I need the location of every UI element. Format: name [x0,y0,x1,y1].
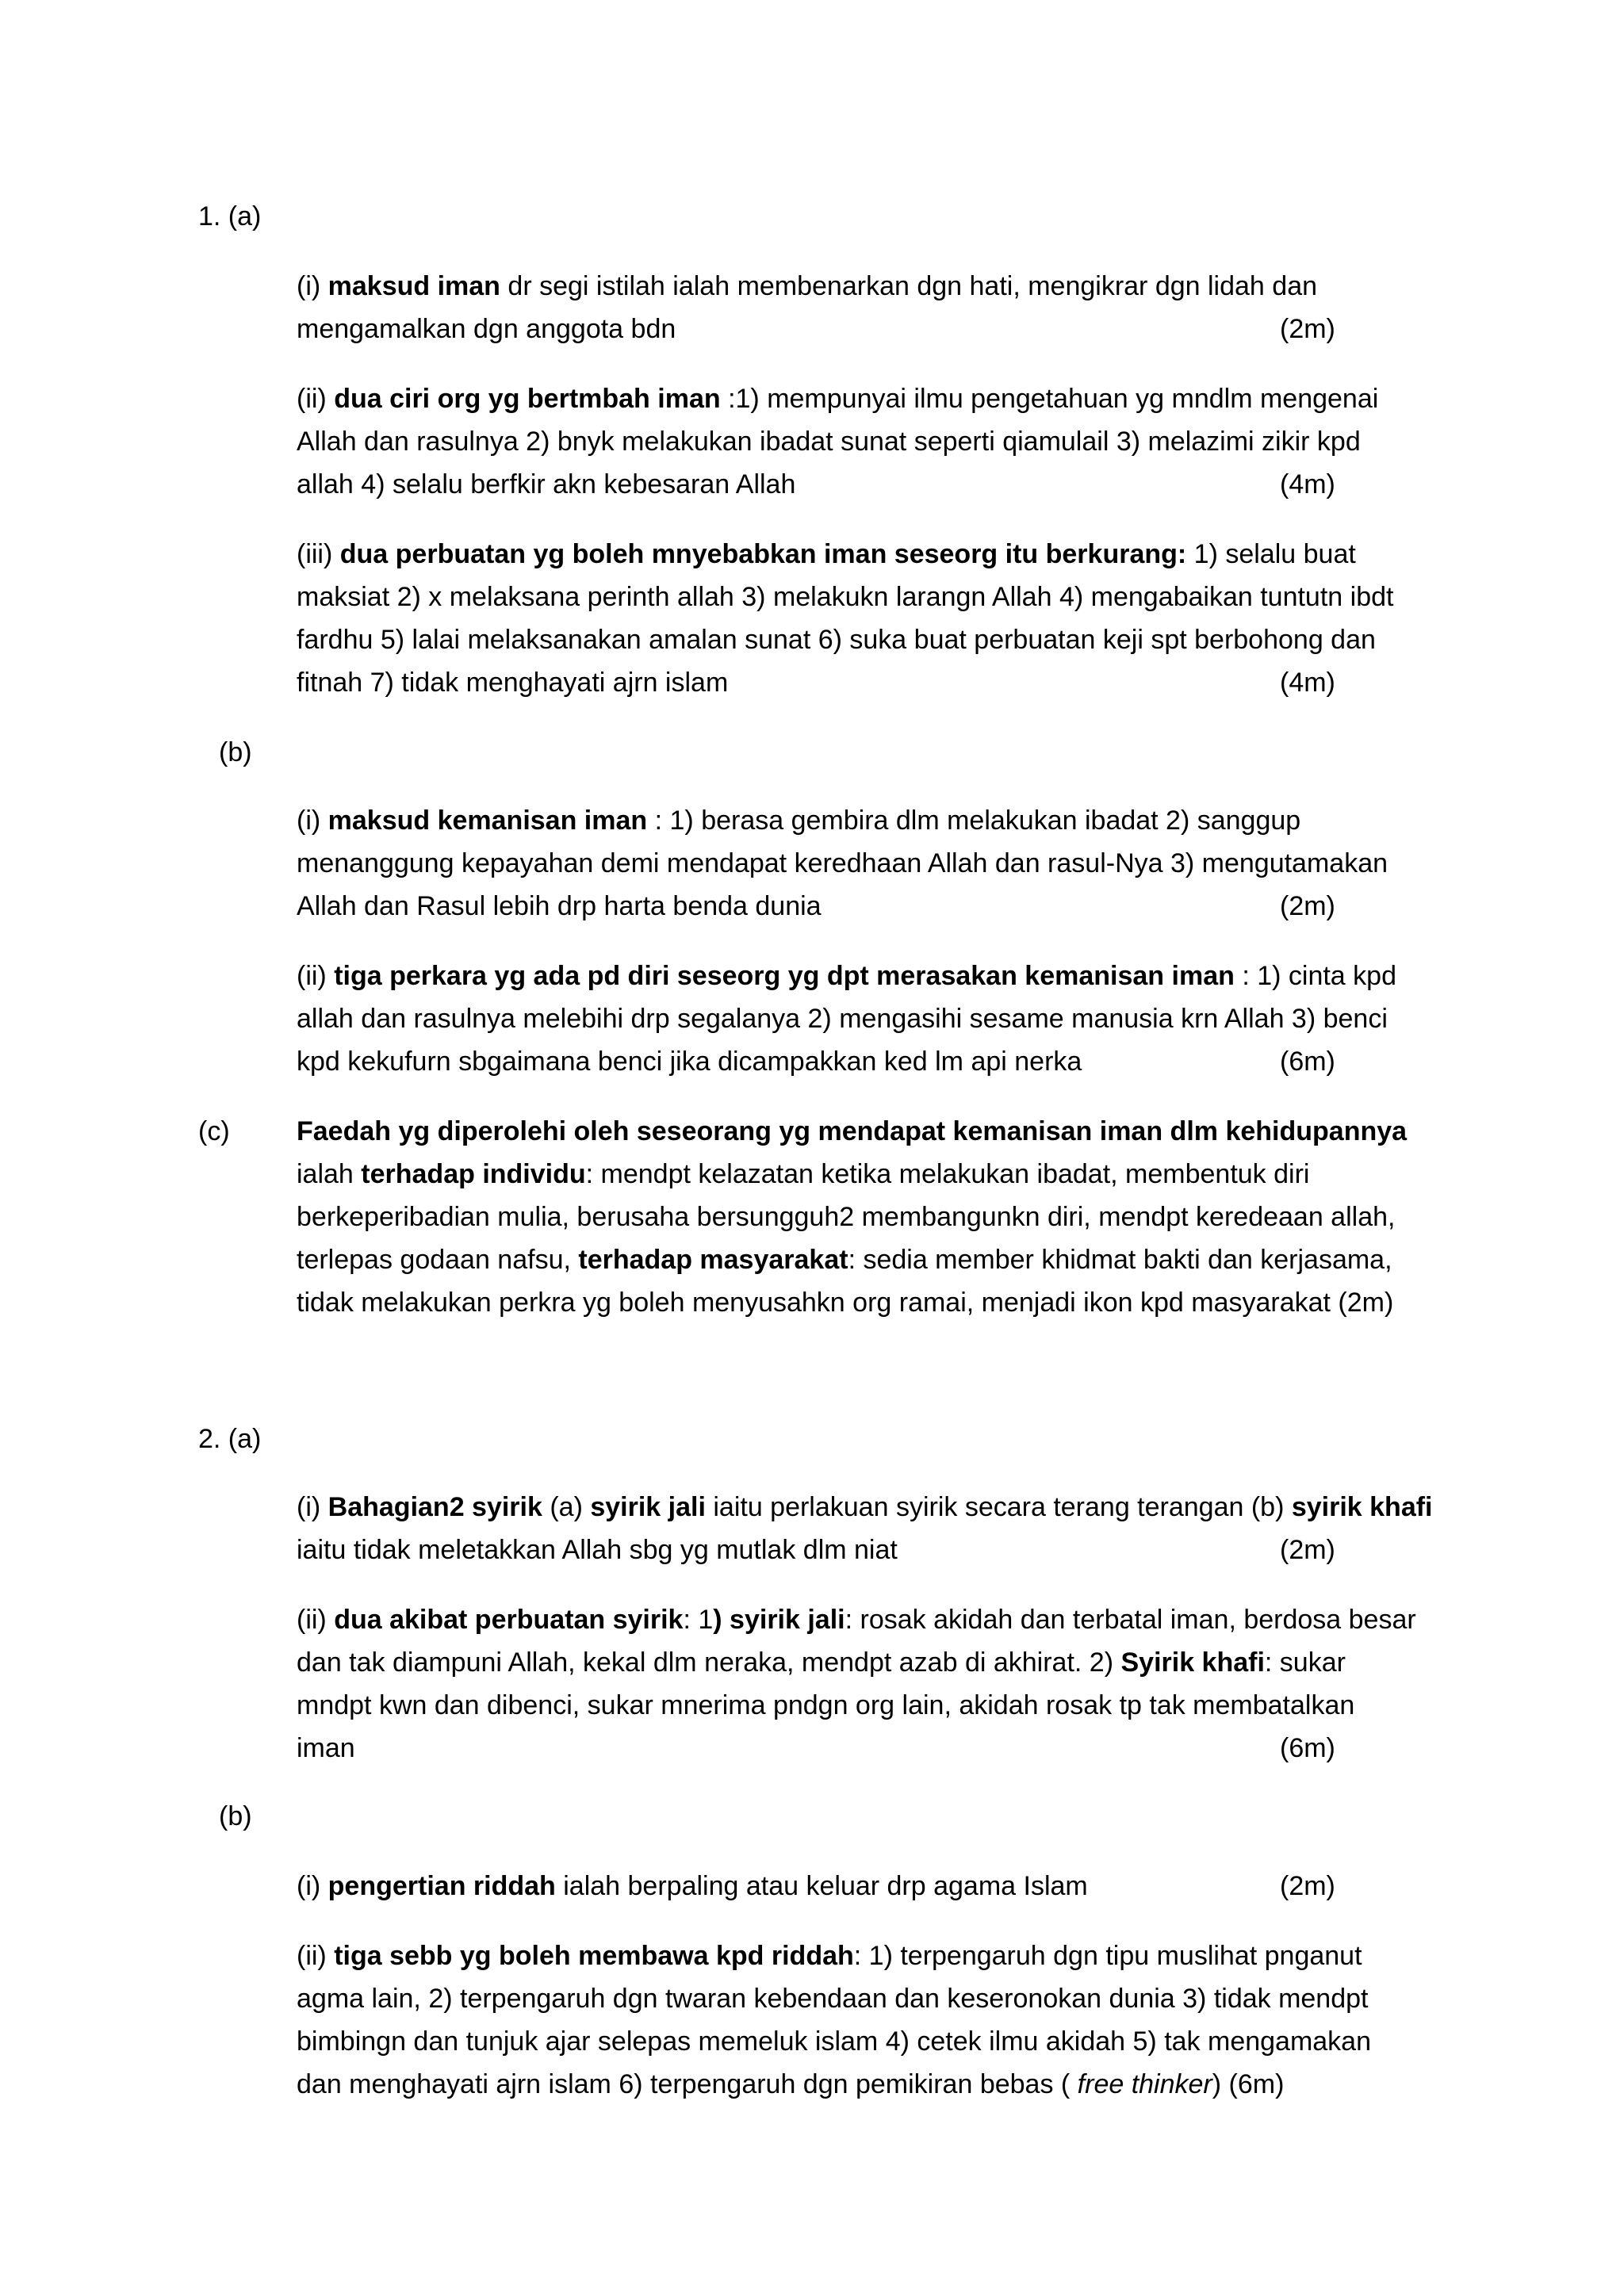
q1-a-iii-mark: (4m) [1280,668,1335,698]
q1-b-ii-mark: (6m) [1280,1047,1335,1077]
q1-b-i-line-3: Allah dan Rasul lebih drp harta benda dunia [297,891,822,921]
q1-b-ii-line-1: (ii) tiga perkara yg ada pd diri seseorg yg dpt merasakan kemanisan iman : 1) cinta kpd [297,961,1396,991]
q1-b-ii-line-2: allah dan rasulnya melebihi drp segalanya 2) mengasihi sesame manusia krn Allah 3) benci [297,1004,1388,1034]
q1-a-iii-line-3: fardhu 5) lalai melaksanakan amalan sunat 6) suka buat perbuatan keji spt berbohong dan [297,625,1376,655]
q2-a-ii-line-4: iman [297,1733,355,1763]
q2-a-i-line-2: iaitu tidak meletakkan Allah sbg yg mutlak dlm niat [297,1535,898,1565]
q2-b-ii-line-2: agma lain, 2) terpengaruh dgn twaran kebendaan dan keseronokan dunia 3) tidak mendpt [297,1984,1369,2014]
q1-c-line-2: ialah terhadap individu: mendpt kelazatan ketika melakukan ibadat, membentuk diri [297,1159,1310,1189]
q1-c-line-5: tidak melakukan perkra yg boleh menyusahkn org ramai, menjadi ikon kpd masyarakat (2m) [297,1288,1394,1318]
q1-c-label: (c) [198,1116,230,1146]
q1-a-iii-line-1: (iii) dua perbuatan yg boleh mnyebabkan iman seseorg itu berkurang: 1) selalu buat [297,539,1356,569]
q2-a-ii-line-2: dan tak diampuni Allah, kekal dlm neraka, mendpt azab di akhirat. 2) Syirik khafi: sukar [297,1647,1346,1678]
q1-a-i-line-2: mengamalkan dgn anggota bdn [297,314,676,344]
q2-a-ii-line-3: mndpt kwn dan dibenci, sukar mnerima pndgn org lain, akidah rosak tp tak membatalkan [297,1690,1355,1720]
q1-b-i-line-1: (i) maksud kemanisan iman : 1) berasa gembira dlm melakukan ibadat 2) sanggup [297,806,1301,836]
question-2-number: 2. (a) [198,1424,262,1454]
q1-b-i-mark: (2m) [1280,891,1335,921]
q2-b-ii-line-1: (ii) tiga sebb yg boleh membawa kpd riddah: 1) terpengaruh dgn tipu muslihat pnganut [297,1941,1362,1971]
q1-c-line-4: terlepas godaan nafsu, terhadap masyarakat: sedia member khidmat bakti dan kerjasama, [297,1245,1392,1275]
q1-a-ii-line-1: (ii) dua ciri org yg bertmbah iman :1) mempunyai ilmu pengetahuan yg mndlm mengenai [297,384,1379,414]
q2-a-i-mark: (2m) [1280,1535,1335,1565]
q2-a-ii-line-1: (ii) dua akibat perbuatan syirik: 1) syirik jali: rosak akidah dan terbatal iman, berdosa besar [297,1605,1416,1635]
q1-a-iii-line-4: fitnah 7) tidak menghayati ajrn islam [297,668,729,698]
q1-c-line-3: berkeperibadian mulia, berusaha bersungguh2 membangunkn diri, mendpt keredeaan allah, [297,1202,1396,1232]
q1-b-label: (b) [219,737,252,767]
q2-a-i-line-1: (i) Bahagian2 syirik (a) syirik jali iaitu perlakuan syirik secara terang terangan (b) syirik khafi [297,1492,1433,1522]
q2-b-label: (b) [219,1801,252,1831]
q1-a-ii-line-2: Allah dan rasulnya 2) bnyk melakukan ibadat sunat seperti qiamulail 3) melazimi zikir kpd [297,427,1361,457]
q1-b-i-line-2: menanggung kepayahan demi mendapat keredhaan Allah dan rasul-Nya 3) mengutamakan [297,848,1388,878]
q2-b-ii-line-4: dan menghayati ajrn islam 6) terpengaruh dgn pemikiran bebas ( free thinker) (6m) [297,2069,1285,2099]
q2-b-i-mark: (2m) [1280,1871,1335,1901]
q1-c-line-1: Faedah yg diperolehi oleh seseorang yg mendapat kemanisan iman dlm kehidupannya [297,1116,1408,1146]
q1-a-i-mark: (2m) [1280,314,1335,344]
q1-a-i-line-1: (i) maksud iman dr segi istilah ialah membenarkan dgn hati, mengikrar dgn lidah dan [297,271,1318,301]
question-1-number: 1. (a) [198,201,262,232]
q1-b-ii-line-3: kpd kekufurn sbgaimana benci jika dicampakkan ked lm api nerka [297,1047,1082,1077]
q2-a-ii-mark: (6m) [1280,1733,1335,1763]
q2-b-i-line-1: (i) pengertian riddah ialah berpaling atau keluar drp agama Islam [297,1871,1088,1901]
q1-a-iii-line-2: maksiat 2) x melaksana perinth allah 3) melakukn larangn Allah 4) mengabaikan tuntutn ibdt [297,582,1394,612]
q2-b-ii-line-3: bimbingn dan tunjuk ajar selepas memeluk islam 4) cetek ilmu akidah 5) tak mengamakan [297,2026,1372,2057]
q1-a-ii-mark: (4m) [1280,469,1335,499]
q1-a-ii-line-3: allah 4) selalu berfkir akn kebesaran Allah [297,469,796,499]
